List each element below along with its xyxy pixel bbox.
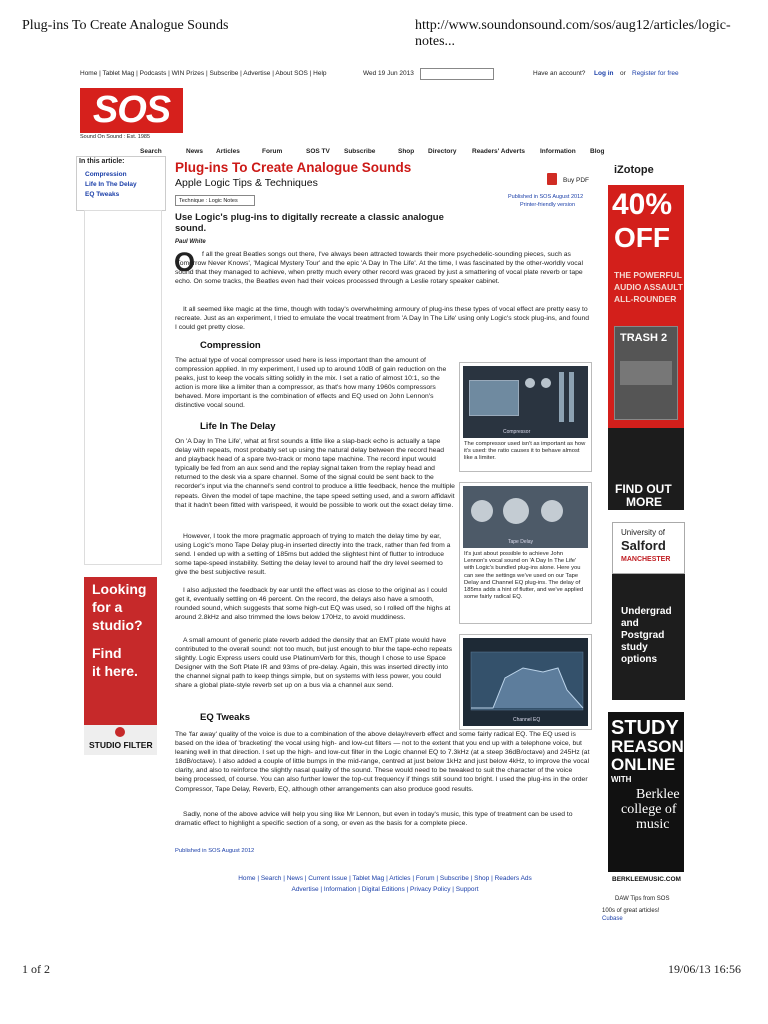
or-label: or <box>620 70 626 77</box>
meter-bar <box>559 372 564 422</box>
current-date: Wed 19 Jun 2013 <box>363 70 414 77</box>
figure-channel-eq <box>459 634 592 730</box>
delay-paragraph-4: A small amount of generic plate reverb added the density that an EMT plate would have contributed to the overall sound: not too much, but just enough to blur the tape-echo repeats slightly. Logic Express users could use PlatinumVerb for this, though I chose to use Space Designer with the Soft Plate IR and 93ms of pre-delay. Again, this was inserted directly into the channel signal path to keep things simple, but on systems with less power, you could share a global plate-style reverb set up on a bus via a channel aux send. <box>175 637 452 690</box>
knob <box>541 500 563 522</box>
studio-filter-ad[interactable] <box>84 577 157 755</box>
daw-tips-count: 100s of great articles! <box>602 908 660 914</box>
eq-curve-graphic <box>463 638 588 726</box>
nav-readers-adverts[interactable]: Readers' Adverts <box>472 148 525 155</box>
salford-line-3: Postgrad <box>621 630 665 641</box>
studio-line-1: Looking <box>92 581 147 597</box>
article-tag[interactable]: Technique : Logic Notes <box>175 195 255 206</box>
delay-paragraph-3: I also adjusted the feedback by ear until the effect was as close to the original as I could get it, eventually settling on 46 percent. On the record, the delays also have a smooth, rounded sound, which suggests that some high-cut EQ was used, so I rolled off the highs at around 2.8kHz and also trimmed the lows below 170Hz, to avoid muddiness. <box>175 587 451 622</box>
berklee-url: BERKLEEMUSIC.COM <box>612 876 681 883</box>
intro-paragraph-1: f all the great Beatles songs out there, I've always been attracted towards their more psychedelic-sounding pieces, such as 'Tomorrow Never Knows', 'Magical Mystery Tour' and the epic 'A Day In The Life'. At the time, I was fascinated by the other-worldly vocal sound that they managed to achieve, when pretty much every other record was graced by just a smattering of vocal plate reverb or tape echo. On some tracks, the Beatles even had their voices processed through a Leslie rotary speaker cabinet. <box>175 251 583 286</box>
knob <box>541 378 551 388</box>
product-name: TRASH 2 <box>620 332 668 344</box>
article-subtitle: Apple Logic Tips & Techniques <box>175 177 318 189</box>
studio-line-4: Find <box>92 645 122 661</box>
screen-label: Channel EQ <box>513 717 541 723</box>
nav-news[interactable]: News <box>186 148 203 155</box>
izotope-ad[interactable] <box>608 158 684 510</box>
nav-directory[interactable]: Directory <box>428 148 457 155</box>
discount-off: OFF <box>614 222 670 253</box>
nav-blog[interactable]: Blog <box>590 148 605 155</box>
studio-filter-brand: STUDIO FILTER <box>89 740 153 750</box>
sos-logo[interactable] <box>80 88 183 133</box>
product-screenshot <box>620 361 672 385</box>
knob <box>525 378 535 388</box>
ad-line-1: THE POWERFUL <box>614 270 682 280</box>
article-author: Paul White <box>175 239 206 245</box>
section-heading-life-in-the-delay: Life In The Delay <box>200 421 276 432</box>
studio-line-2: for a <box>92 599 123 615</box>
article-lede: Use Logic's plug-ins to digitally recreate a classic analogue sound. <box>175 212 444 234</box>
section-heading-eq-tweaks: EQ Tweaks <box>200 712 250 723</box>
print-page-number: 1 of 2 <box>22 962 50 976</box>
login-link[interactable]: Log in <box>594 70 614 77</box>
salford-line-2: and <box>621 618 639 629</box>
drop-cap: O <box>174 247 196 277</box>
cta-line-2: MORE <box>626 495 662 509</box>
ad-line-2: AUDIO ASSAULT <box>614 282 683 292</box>
eq-paragraph-1: The 'far away' quality of the voice is due to a combination of the above delay/reverb effect and some fairly radical EQ. The EQ used is based on the idea of 'bracketing' the vocal using high- and low-cut filters — not to the extent that you end up with a telephone voice, but leaning well in that direction. I set up the high- and low-cut filter in the Logic channel EQ to 7.3kHz (at a steep 36dB/octave) and 245Hz (at 18dB/octave). I also added a couple of little bumps in the mid-range, centred at just below 1kHz and just below 4kHz, to improve the vocal clarity, and also to reinforce the slightly nasal quality of the sound. These would need to be tweaked to suit the character of the voice being processed, of course. You can also further lower the top-cut frequency if things still sound too bright. I used the plug-ins in the order Compressor, Tape Delay, Reverb, EQ, although other arrangements can also produce good results. <box>175 731 590 793</box>
ad-line-3: ALL-ROUNDER <box>614 294 677 304</box>
daw-tips-heading: DAW Tips from SOS <box>615 896 670 902</box>
sidebar-panel <box>84 210 162 565</box>
city-label: MANCHESTER <box>621 556 671 563</box>
compression-paragraph: The actual type of vocal compressor used here is less important than the amount of compression applied. In my experiment, I used up to around 10dB of gain reduction on the peaks, just to keep the vocals sitting solidly in the mix. I set a ratio of almost 10:1, so the action is more like a limiter than a compressor, as that's how many 1960s compressors behaved. More important is the combination of effects and EQ used on John Lennon's distinctive vocal sound. <box>175 357 447 410</box>
berklee-line-1: STUDY <box>611 717 679 739</box>
discount-percent: 40% <box>612 188 673 221</box>
figure-caption: It's just about possible to achieve John Lennon's vocal sound on 'A Day In The Life' with Logic's bundled plug-ins alone. Here you can see the settings we've used on our Tape Delay and Channel EQ plug-ins. The delay of 185ms adds a hint of flutter, and we've applied some fairly radical EQ. <box>464 551 584 601</box>
delay-paragraph-2: However, I took the more pragmatic approach of trying to match the delay time by ear, using Logic's mono Tape Delay plug-in inserted directly into the track, rather than fed from a send. I ended up with a setting of 185ms but added the slightest hint of flutter to introduce some tape-speed instability. Setting the delay level to around half the dry level seemed to give the best subjective result. <box>175 533 451 577</box>
buy-pdf-link[interactable]: Buy PDF <box>563 177 590 184</box>
cta-line-1: FIND OUT <box>615 482 672 496</box>
nav-articles[interactable]: Articles <box>216 148 240 155</box>
have-account-label: Have an account? <box>533 70 586 77</box>
salford-line-4: study <box>621 642 648 653</box>
compressor-screenshot[interactable] <box>463 366 588 438</box>
eq-paragraph-2: Sadly, none of the above advice will help you sing like Mr Lennon, but even in today's music, this type of treatment can be used to dramatic effect to highlight a specific section of a song, or even as the basis for a complete piece. <box>175 811 573 828</box>
nav-search[interactable]: Search <box>140 148 162 155</box>
published-footer-link[interactable]: Published in SOS August 2012 <box>175 848 255 854</box>
footer-links-2[interactable]: Advertise | Information | Digital Editions | Privacy Policy | Support <box>291 886 479 893</box>
nav-sos-tv[interactable]: SOS TV <box>306 148 330 155</box>
trash2-product-image <box>614 326 678 420</box>
sidebar-item-life-in-the-delay[interactable]: Life In The Delay <box>85 181 137 188</box>
studio-line-5: it here. <box>92 663 138 679</box>
print-page-title: Plug-ins To Create Analogue Sounds <box>22 18 229 33</box>
delay-paragraph-1: On 'A Day In The Life', what at first sounds a little like a slap-back echo is actually a tape delay with repeats, most probably set up using the natural delay between the record head and playback head of a spare two-track or mono tape machine. The record input would typically be fed from an aux send and the replay signal taken from the replay head and returned to the desk via a spare channel. Some of the signal could be sent back to the recorder's input via the channel's send control to produce a little feedback, hence the multiple repeats. Given the model of tape machine, the tape speed setting used, and a sworn affidavit that it hadn't been fitted with varispeed, it would be possible to work out the exact delay time. <box>175 438 455 509</box>
salford-line-1: Undergrad <box>621 606 672 617</box>
sidebar-item-eq-tweaks[interactable]: EQ Tweaks <box>85 191 120 198</box>
printer-friendly-link[interactable]: Printer-friendly version <box>520 202 576 208</box>
logo-text: SOS <box>92 89 171 131</box>
izotope-brand: iZotope <box>614 164 654 176</box>
nav-information[interactable]: Information <box>540 148 576 155</box>
berklee-ad[interactable] <box>608 712 684 888</box>
nav-forum[interactable]: Forum <box>262 148 283 155</box>
uni-label: University of <box>621 528 666 537</box>
register-link[interactable]: Register for free <box>632 70 679 77</box>
print-datetime: 19/06/13 16:56 <box>668 962 742 976</box>
screen-label: Tape Delay <box>508 539 534 545</box>
logo-tagline: Sound On Sound : Est. 1985 <box>80 134 151 140</box>
intro-paragraph-2: It all seemed like magic at the time, though with today's overwhelming armoury of plug-ins these types of vocal effect are pretty easy to recreate. Just as an experiment, I tried to emulate the vocal treatment from 'A Day In The Life' using only Logic's stock plug-ins, and found I could get pretty close. <box>175 306 590 332</box>
nav-subscribe[interactable]: Subscribe <box>344 148 376 155</box>
meter-bar <box>569 372 574 422</box>
salford-name: Salford <box>621 538 666 553</box>
berklee-school-3: music <box>636 817 670 832</box>
studio-filter-icon <box>115 727 125 737</box>
berklee-with: WITH <box>611 775 632 784</box>
knob <box>471 500 493 522</box>
sidebar-item-compression[interactable]: Compression <box>85 171 127 178</box>
article-title: Plug-ins To Create Analogue Sounds <box>175 160 412 175</box>
studio-line-3: studio? <box>92 617 143 633</box>
nav-shop[interactable]: Shop <box>398 148 415 155</box>
knob <box>503 498 529 524</box>
footer-links-1[interactable]: Home | Search | News | Current Issue | Tablet Mag | Articles | Forum | Subscribe | Shop | Readers Ads <box>238 875 532 882</box>
top-links[interactable]: Home | Tablet Mag | Podcasts | WIN Prizes | Subscribe | Advertise | About SOS | Help <box>80 70 327 77</box>
berklee-school-1: Berklee <box>636 787 680 802</box>
screen-label: Compressor <box>503 429 531 435</box>
published-in-link[interactable]: Published in SOS August 2012 <box>508 194 584 200</box>
pdf-icon[interactable] <box>547 173 557 185</box>
salford-line-5: options <box>621 654 658 665</box>
search-input[interactable] <box>420 68 494 80</box>
cubase-link[interactable]: Cubase <box>602 916 623 922</box>
sidebar-heading: In this article: <box>79 158 125 165</box>
channel-eq-screenshot[interactable] <box>463 638 588 726</box>
print-page-url: http://www.soundonsound.com/sos/aug12/articles/logic-notes... <box>415 18 731 49</box>
figure-tape-delay <box>459 482 592 624</box>
compressor-graph <box>469 380 519 416</box>
section-heading-compression: Compression <box>200 340 261 351</box>
figure-caption: The compressor used isn't as important as how it's used: the ratio causes it to behave almost like a limiter. <box>464 441 586 462</box>
salford-ad[interactable] <box>612 522 685 700</box>
berklee-line-2: REASON <box>611 737 684 756</box>
tape-delay-screenshot[interactable] <box>463 486 588 548</box>
berklee-school-2: college of <box>621 802 677 817</box>
figure-compressor <box>459 362 592 472</box>
berklee-line-3: ONLINE <box>611 755 676 774</box>
